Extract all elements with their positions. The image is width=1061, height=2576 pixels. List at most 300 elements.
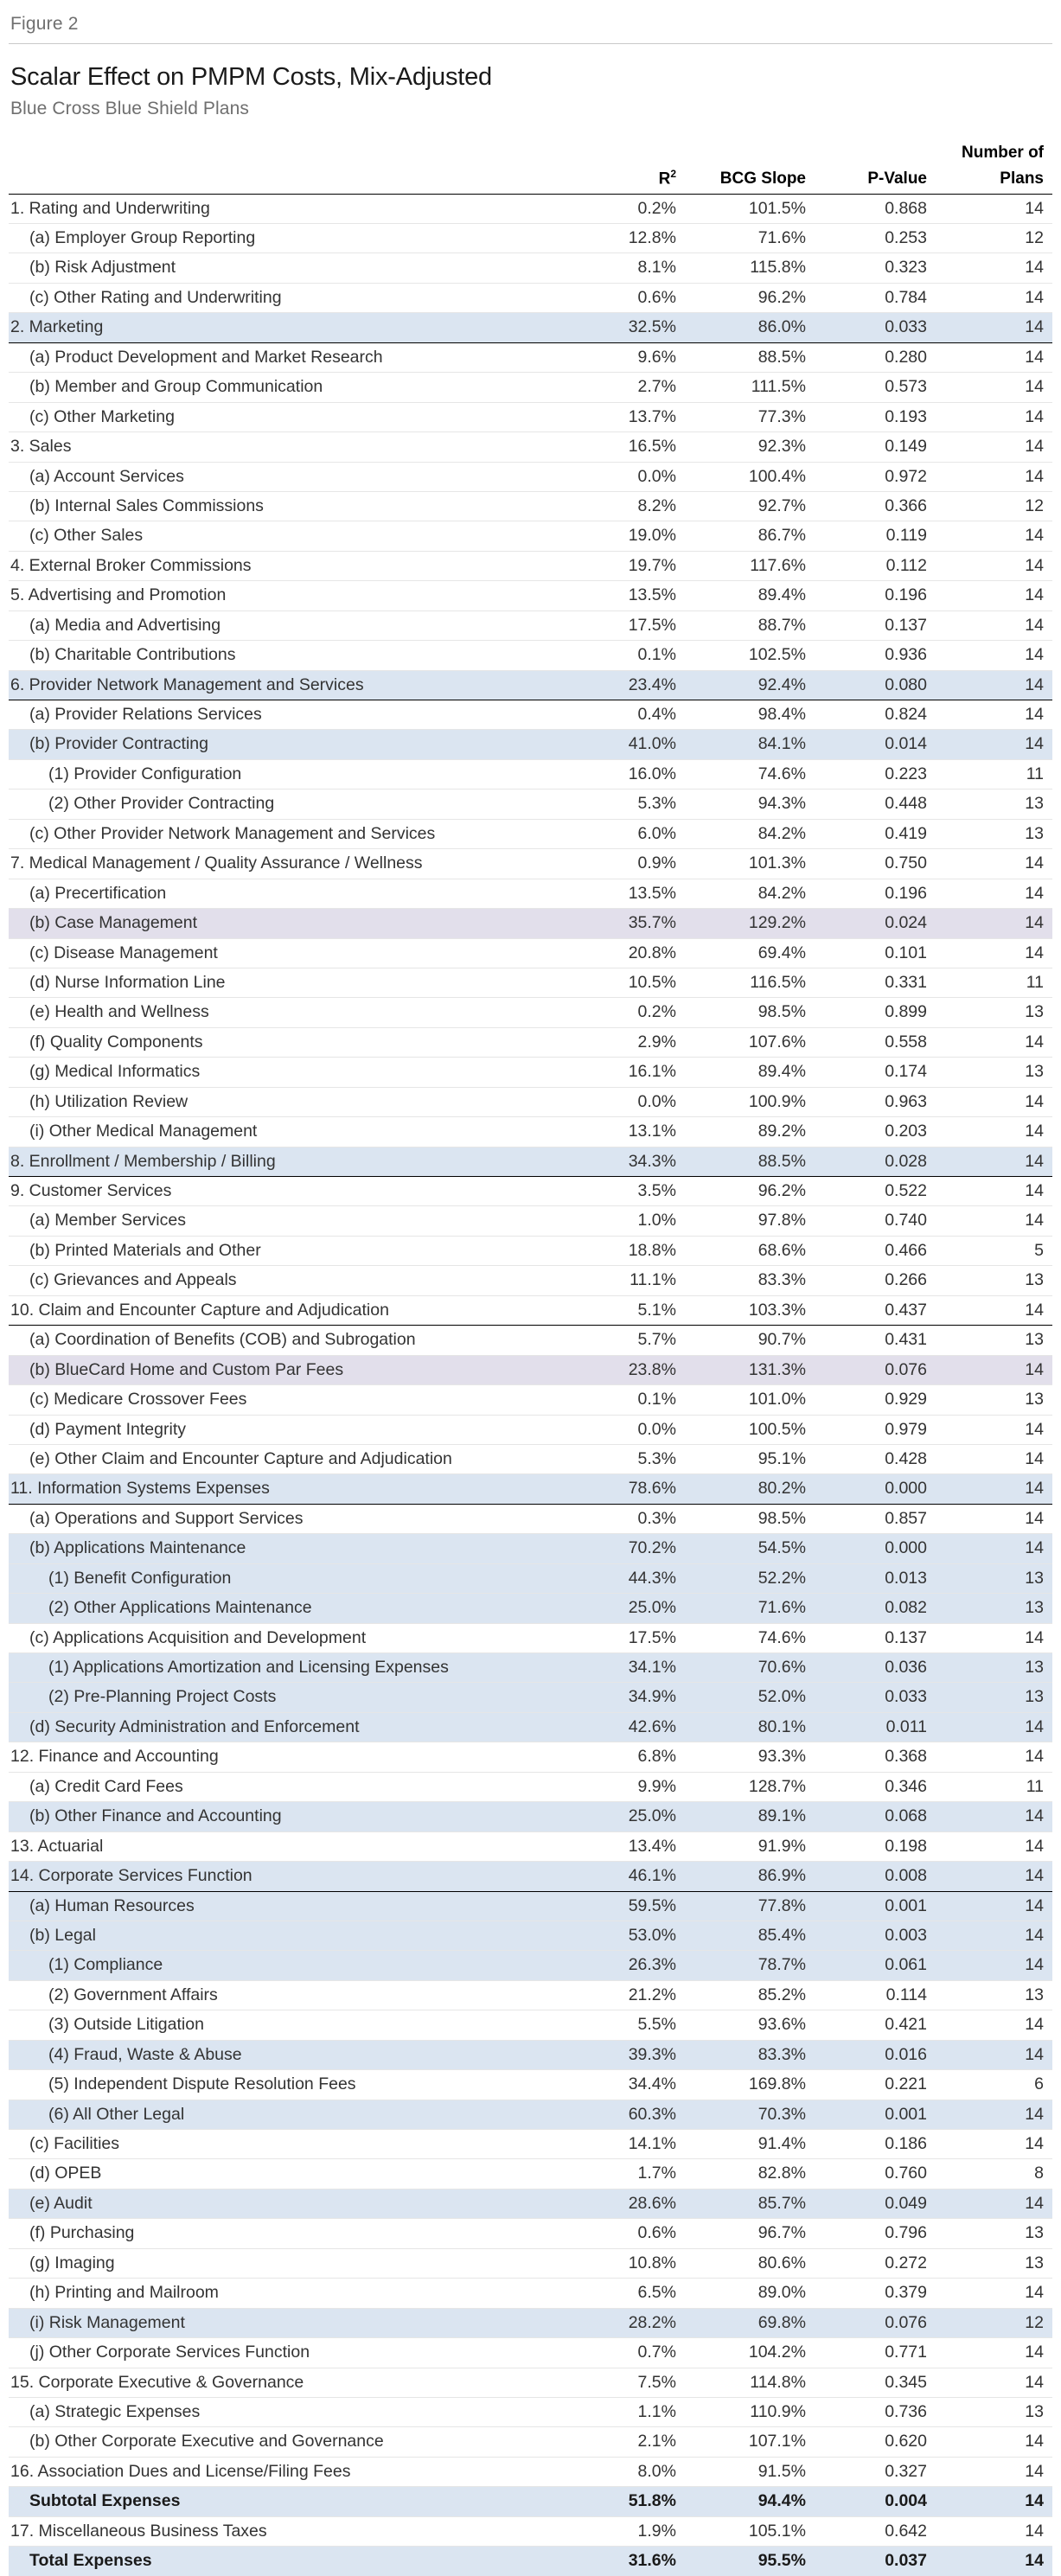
table-row <box>9 1802 1052 1831</box>
row-label: (b) Applications Maintenance <box>9 1534 579 1563</box>
row-r-squared: 59.5% <box>579 1891 685 1921</box>
row-r-squared: 13.5% <box>579 879 685 908</box>
figure-subtitle: Blue Cross Blue Shield Plans <box>10 99 249 119</box>
row-p-value: 0.421 <box>815 2010 936 2040</box>
row-bcg-slope: 131.3% <box>685 1355 815 1384</box>
row-r-squared: 16.1% <box>579 1058 685 1087</box>
table-row <box>9 1772 1052 1801</box>
row-label: Subtotal Expenses <box>9 2487 579 2516</box>
row-bcg-slope: 98.5% <box>685 1504 815 1533</box>
row-bcg-slope: 91.4% <box>685 2130 815 2159</box>
row-r-squared: 21.2% <box>579 1980 685 2010</box>
row-r-squared: 1.0% <box>579 1206 685 1236</box>
row-label: (a) Member Services <box>9 1206 579 1236</box>
table-row <box>9 1504 1052 1533</box>
row-label: (3) Outside Litigation <box>9 2010 579 2040</box>
row-label: (c) Other Sales <box>9 521 579 551</box>
table-row <box>9 819 1052 848</box>
row-label: (b) Other Corporate Executive and Governance <box>9 2427 579 2457</box>
row-number-of-plans: 13 <box>936 2219 1052 2248</box>
table-row <box>9 1594 1052 1623</box>
table-row <box>9 2100 1052 2129</box>
table-row <box>9 2457 1052 2486</box>
row-label: (h) Printing and Mailroom <box>9 2279 579 2308</box>
row-r-squared: 23.8% <box>579 1355 685 1384</box>
row-p-value: 0.760 <box>815 2159 936 2189</box>
row-number-of-plans: 8 <box>936 2159 1052 2189</box>
row-r-squared: 11.1% <box>579 1266 685 1295</box>
row-r-squared: 5.3% <box>579 789 685 819</box>
row-number-of-plans: 13 <box>936 819 1052 848</box>
row-number-of-plans: 14 <box>936 1147 1052 1176</box>
row-bcg-slope: 91.5% <box>685 2457 815 2486</box>
row-r-squared: 19.7% <box>579 551 685 580</box>
row-p-value: 0.112 <box>815 551 936 580</box>
table-row <box>9 1951 1052 1980</box>
row-p-value: 0.379 <box>815 2279 936 2308</box>
row-number-of-plans: 14 <box>936 1444 1052 1473</box>
table-row <box>9 551 1052 580</box>
row-number-of-plans: 14 <box>936 2516 1052 2546</box>
row-r-squared: 25.0% <box>579 1594 685 1623</box>
row-p-value: 0.253 <box>815 224 936 253</box>
row-label: (h) Utilization Review <box>9 1087 579 1116</box>
row-label: (2) Other Provider Contracting <box>9 789 579 819</box>
row-label: 4. External Broker Commissions <box>9 551 579 580</box>
row-p-value: 0.011 <box>815 1712 936 1742</box>
row-r-squared: 0.0% <box>579 462 685 491</box>
row-p-value: 0.346 <box>815 1772 936 1801</box>
row-p-value: 0.466 <box>815 1236 936 1265</box>
row-bcg-slope: 128.7% <box>685 1772 815 1801</box>
row-bcg-slope: 92.4% <box>685 670 815 700</box>
row-p-value: 0.558 <box>815 1027 936 1057</box>
row-r-squared: 3.5% <box>579 1177 685 1206</box>
row-label: (b) BlueCard Home and Custom Par Fees <box>9 1355 579 1384</box>
row-number-of-plans: 14 <box>936 2427 1052 2457</box>
row-number-of-plans: 14 <box>936 373 1052 402</box>
table-body <box>9 194 1052 2576</box>
row-bcg-slope: 101.5% <box>685 194 815 223</box>
row-r-squared: 10.8% <box>579 2248 685 2278</box>
row-bcg-slope: 89.4% <box>685 581 815 610</box>
table-row <box>9 670 1052 700</box>
table-row <box>9 1058 1052 1087</box>
row-label: (b) Printed Materials and Other <box>9 1236 579 1265</box>
row-label: (c) Applications Acquisition and Development <box>9 1623 579 1652</box>
row-bcg-slope: 100.4% <box>685 462 815 491</box>
row-r-squared: 0.7% <box>579 2338 685 2368</box>
row-p-value: 0.000 <box>815 1474 936 1504</box>
row-number-of-plans: 14 <box>936 581 1052 610</box>
table-row <box>9 1683 1052 1712</box>
row-label: 5. Advertising and Promotion <box>9 581 579 610</box>
row-number-of-plans: 14 <box>936 2279 1052 2308</box>
row-bcg-slope: 85.7% <box>685 2189 815 2218</box>
table-row <box>9 313 1052 342</box>
row-p-value: 0.028 <box>815 1147 936 1176</box>
row-bcg-slope: 84.2% <box>685 879 815 908</box>
row-number-of-plans: 12 <box>936 491 1052 521</box>
table-row <box>9 1326 1052 1355</box>
row-number-of-plans: 14 <box>936 194 1052 223</box>
header-spacer <box>9 144 579 167</box>
row-p-value: 0.193 <box>815 402 936 431</box>
row-number-of-plans: 13 <box>936 1683 1052 1712</box>
row-number-of-plans: 14 <box>936 551 1052 580</box>
row-p-value: 0.076 <box>815 2308 936 2337</box>
row-bcg-slope: 107.1% <box>685 2427 815 2457</box>
table-row <box>9 1623 1052 1652</box>
row-number-of-plans: 14 <box>936 1802 1052 1831</box>
row-r-squared: 34.9% <box>579 1683 685 1712</box>
row-p-value: 0.972 <box>815 462 936 491</box>
row-label: (c) Other Provider Network Management and Services <box>9 819 579 848</box>
table-row <box>9 2338 1052 2368</box>
row-r-squared: 9.9% <box>579 1772 685 1801</box>
table-row <box>9 283 1052 312</box>
row-r-squared: 18.8% <box>579 1236 685 1265</box>
row-r-squared: 78.6% <box>579 1474 685 1504</box>
row-label: 13. Actuarial <box>9 1831 579 1861</box>
row-label: (f) Purchasing <box>9 2219 579 2248</box>
header-spacer-pvalue <box>815 144 936 167</box>
table-row <box>9 2368 1052 2397</box>
row-r-squared: 5.5% <box>579 2010 685 2040</box>
row-r-squared: 0.3% <box>579 1504 685 1533</box>
row-number-of-plans: 13 <box>936 2248 1052 2278</box>
row-bcg-slope: 77.8% <box>685 1891 815 1921</box>
row-r-squared: 39.3% <box>579 2040 685 2069</box>
table-row <box>9 432 1052 462</box>
row-label: (a) Human Resources <box>9 1891 579 1921</box>
table-row <box>9 2308 1052 2337</box>
row-bcg-slope: 88.7% <box>685 610 815 640</box>
table-row <box>9 909 1052 938</box>
table-row <box>9 462 1052 491</box>
row-label: (a) Coordination of Benefits (COB) and Subrogation <box>9 1326 579 1355</box>
row-number-of-plans: 14 <box>936 2368 1052 2397</box>
table-row <box>9 2189 1052 2218</box>
row-number-of-plans: 14 <box>936 1862 1052 1891</box>
table-row <box>9 1117 1052 1147</box>
row-label: (a) Provider Relations Services <box>9 700 579 730</box>
row-p-value: 0.936 <box>815 641 936 670</box>
row-r-squared: 23.4% <box>579 670 685 700</box>
row-p-value: 0.437 <box>815 1295 936 1325</box>
row-label: (a) Product Development and Market Research <box>9 342 579 372</box>
row-label: 15. Corporate Executive & Governance <box>9 2368 579 2397</box>
row-r-squared: 14.1% <box>579 2130 685 2159</box>
row-bcg-slope: 114.8% <box>685 2368 815 2397</box>
row-p-value: 0.428 <box>815 1444 936 1473</box>
header-number-of-plans-line1 <box>936 144 1052 167</box>
row-number-of-plans: 14 <box>936 670 1052 700</box>
figure-title-block <box>9 44 1052 123</box>
row-p-value: 0.345 <box>815 2368 936 2397</box>
row-number-of-plans: 14 <box>936 2010 1052 2040</box>
table-row <box>9 491 1052 521</box>
row-number-of-plans: 14 <box>936 253 1052 283</box>
row-p-value: 0.024 <box>815 909 936 938</box>
row-p-value: 0.784 <box>815 283 936 312</box>
table-row <box>9 1742 1052 1772</box>
row-r-squared: 7.5% <box>579 2368 685 2397</box>
row-bcg-slope: 84.1% <box>685 730 815 759</box>
row-label: (b) Risk Adjustment <box>9 253 579 283</box>
row-number-of-plans: 14 <box>936 1474 1052 1504</box>
scalar-effect-table <box>9 144 1052 2575</box>
row-r-squared: 8.2% <box>579 491 685 521</box>
row-bcg-slope: 93.3% <box>685 1742 815 1772</box>
row-p-value: 0.327 <box>815 2457 936 2486</box>
table-row <box>9 641 1052 670</box>
row-number-of-plans: 14 <box>936 1415 1052 1444</box>
row-number-of-plans: 14 <box>936 849 1052 879</box>
table-row <box>9 1980 1052 2010</box>
row-bcg-slope: 95.1% <box>685 1444 815 1473</box>
row-p-value: 0.221 <box>815 2070 936 2100</box>
row-bcg-slope: 88.5% <box>685 342 815 372</box>
row-r-squared: 13.4% <box>579 1831 685 1861</box>
row-r-squared: 42.6% <box>579 1712 685 1742</box>
row-number-of-plans: 14 <box>936 342 1052 372</box>
row-bcg-slope: 115.8% <box>685 253 815 283</box>
row-number-of-plans: 14 <box>936 1295 1052 1325</box>
table-row <box>9 1444 1052 1473</box>
row-bcg-slope: 92.3% <box>685 432 815 462</box>
row-label: (1) Provider Configuration <box>9 759 579 789</box>
header-r-squared <box>579 168 685 194</box>
row-p-value: 0.082 <box>815 1594 936 1623</box>
row-bcg-slope: 88.5% <box>685 1147 815 1176</box>
row-p-value: 0.000 <box>815 1534 936 1563</box>
row-r-squared: 51.8% <box>579 2487 685 2516</box>
row-r-squared: 13.5% <box>579 581 685 610</box>
row-r-squared: 34.1% <box>579 1653 685 1683</box>
row-p-value: 0.049 <box>815 2189 936 2218</box>
row-label: 10. Claim and Encounter Capture and Adjudication <box>9 1295 579 1325</box>
row-r-squared: 5.1% <box>579 1295 685 1325</box>
row-r-squared: 5.3% <box>579 1444 685 1473</box>
row-p-value: 0.033 <box>815 313 936 342</box>
row-number-of-plans: 14 <box>936 1712 1052 1742</box>
row-r-squared: 6.8% <box>579 1742 685 1772</box>
row-bcg-slope: 70.3% <box>685 2100 815 2129</box>
row-label: (1) Compliance <box>9 1951 579 1980</box>
table-row <box>9 2219 1052 2248</box>
row-p-value: 0.061 <box>815 1951 936 1980</box>
row-number-of-plans: 14 <box>936 2100 1052 2129</box>
row-label: 7. Medical Management / Quality Assurance / Wellness <box>9 849 579 879</box>
row-number-of-plans: 14 <box>936 641 1052 670</box>
row-number-of-plans: 14 <box>936 1504 1052 1533</box>
row-p-value: 0.001 <box>815 2100 936 2129</box>
row-r-squared: 32.5% <box>579 313 685 342</box>
row-number-of-plans: 11 <box>936 1772 1052 1801</box>
row-bcg-slope: 52.2% <box>685 1563 815 1593</box>
row-number-of-plans: 13 <box>936 1266 1052 1295</box>
row-r-squared: 2.7% <box>579 373 685 402</box>
row-bcg-slope: 98.4% <box>685 700 815 730</box>
row-r-squared: 6.5% <box>579 2279 685 2308</box>
table-row <box>9 1236 1052 1265</box>
table-row <box>9 968 1052 997</box>
row-bcg-slope: 85.2% <box>685 1980 815 2010</box>
row-p-value: 0.899 <box>815 998 936 1027</box>
row-number-of-plans: 14 <box>936 1891 1052 1921</box>
row-bcg-slope: 96.7% <box>685 2219 815 2248</box>
row-label: Total Expenses <box>9 2547 579 2576</box>
row-bcg-slope: 80.6% <box>685 2248 815 2278</box>
row-label: (b) Provider Contracting <box>9 730 579 759</box>
row-r-squared: 8.1% <box>579 253 685 283</box>
row-label: (i) Risk Management <box>9 2308 579 2337</box>
row-r-squared: 44.3% <box>579 1563 685 1593</box>
row-number-of-plans: 14 <box>936 938 1052 968</box>
row-number-of-plans: 14 <box>936 700 1052 730</box>
row-bcg-slope: 103.3% <box>685 1295 815 1325</box>
row-label: (f) Quality Components <box>9 1027 579 1057</box>
row-p-value: 0.771 <box>815 2338 936 2368</box>
row-label: (b) Case Management <box>9 909 579 938</box>
row-number-of-plans: 11 <box>936 759 1052 789</box>
row-number-of-plans: 14 <box>936 1087 1052 1116</box>
row-r-squared: 12.8% <box>579 224 685 253</box>
row-bcg-slope: 74.6% <box>685 1623 815 1652</box>
row-bcg-slope: 80.1% <box>685 1712 815 1742</box>
row-bcg-slope: 82.8% <box>685 2159 815 2189</box>
row-r-squared: 1.9% <box>579 2516 685 2546</box>
row-p-value: 0.796 <box>815 2219 936 2248</box>
row-p-value: 0.448 <box>815 789 936 819</box>
row-label: (e) Audit <box>9 2189 579 2218</box>
table-row <box>9 2279 1052 2308</box>
table-row <box>9 1177 1052 1206</box>
row-p-value: 0.736 <box>815 2397 936 2426</box>
row-label: (b) Member and Group Communication <box>9 373 579 402</box>
row-bcg-slope: 105.1% <box>685 2516 815 2546</box>
row-r-squared: 0.2% <box>579 998 685 1027</box>
table-row <box>9 1355 1052 1384</box>
table-header <box>9 144 1052 194</box>
row-r-squared: 6.0% <box>579 819 685 848</box>
row-p-value: 0.119 <box>815 521 936 551</box>
row-label: (2) Other Applications Maintenance <box>9 1594 579 1623</box>
row-label: (g) Imaging <box>9 2248 579 2278</box>
row-p-value: 0.036 <box>815 1653 936 1683</box>
row-label: (a) Precertification <box>9 879 579 908</box>
row-r-squared: 0.0% <box>579 1087 685 1116</box>
row-p-value: 0.014 <box>815 730 936 759</box>
row-number-of-plans: 13 <box>936 1563 1052 1593</box>
row-p-value: 0.929 <box>815 1385 936 1415</box>
row-bcg-slope: 102.5% <box>685 641 815 670</box>
table-row <box>9 1027 1052 1057</box>
row-r-squared: 1.1% <box>579 2397 685 2426</box>
row-bcg-slope: 90.7% <box>685 1326 815 1355</box>
header-spacer-slope <box>685 144 815 167</box>
row-label: 16. Association Dues and License/Filing Fees <box>9 2457 579 2486</box>
row-r-squared: 28.2% <box>579 2308 685 2337</box>
row-bcg-slope: 71.6% <box>685 1594 815 1623</box>
row-number-of-plans: 6 <box>936 2070 1052 2100</box>
row-r-squared: 2.9% <box>579 1027 685 1057</box>
row-bcg-slope: 169.8% <box>685 2070 815 2100</box>
row-p-value: 0.366 <box>815 491 936 521</box>
table-row <box>9 2397 1052 2426</box>
row-r-squared: 0.6% <box>579 2219 685 2248</box>
table-row <box>9 730 1052 759</box>
row-bcg-slope: 93.6% <box>685 2010 815 2040</box>
row-label: (4) Fraud, Waste & Abuse <box>9 2040 579 2069</box>
row-bcg-slope: 68.6% <box>685 1236 815 1265</box>
row-number-of-plans: 14 <box>936 1117 1052 1147</box>
row-r-squared: 17.5% <box>579 1623 685 1652</box>
table-row <box>9 1563 1052 1593</box>
row-label: 11. Information Systems Expenses <box>9 1474 579 1504</box>
table-row <box>9 1712 1052 1742</box>
table-row <box>9 1653 1052 1683</box>
row-p-value: 0.137 <box>815 610 936 640</box>
table-row <box>9 1415 1052 1444</box>
row-label: 3. Sales <box>9 432 579 462</box>
row-label: (2) Pre-Planning Project Costs <box>9 1683 579 1712</box>
row-label: (e) Health and Wellness <box>9 998 579 1027</box>
row-r-squared: 16.0% <box>579 759 685 789</box>
table-row <box>9 1295 1052 1325</box>
row-number-of-plans: 5 <box>936 1236 1052 1265</box>
table-row <box>9 610 1052 640</box>
header-r-squared-label: R <box>658 169 671 189</box>
header-spacer-r2 <box>579 144 685 167</box>
row-bcg-slope: 83.3% <box>685 1266 815 1295</box>
row-p-value: 0.857 <box>815 1504 936 1533</box>
row-label: (d) Nurse Information Line <box>9 968 579 997</box>
row-number-of-plans: 14 <box>936 1355 1052 1384</box>
row-number-of-plans: 14 <box>936 432 1052 462</box>
row-number-of-plans: 11 <box>936 968 1052 997</box>
table-row <box>9 2248 1052 2278</box>
header-plans: Plans <box>936 168 1052 194</box>
table-row <box>9 402 1052 431</box>
row-bcg-slope: 89.1% <box>685 1802 815 1831</box>
row-number-of-plans: 14 <box>936 1027 1052 1057</box>
table-header-toprow <box>9 144 1052 167</box>
row-bcg-slope: 70.6% <box>685 1653 815 1683</box>
row-bcg-slope: 85.4% <box>685 1921 815 1950</box>
row-r-squared: 5.7% <box>579 1326 685 1355</box>
row-bcg-slope: 80.2% <box>685 1474 815 1504</box>
row-bcg-slope: 96.2% <box>685 283 815 312</box>
row-bcg-slope: 94.4% <box>685 2487 815 2516</box>
row-p-value: 0.016 <box>815 2040 936 2069</box>
row-label: (c) Other Marketing <box>9 402 579 431</box>
row-label: (j) Other Corporate Services Function <box>9 2338 579 2368</box>
row-bcg-slope: 97.8% <box>685 1206 815 1236</box>
row-number-of-plans: 14 <box>936 2189 1052 2218</box>
row-label: (b) Internal Sales Commissions <box>9 491 579 521</box>
row-bcg-slope: 89.4% <box>685 1058 815 1087</box>
row-p-value: 0.963 <box>815 1087 936 1116</box>
row-p-value: 0.196 <box>815 581 936 610</box>
figure-label: Figure 2 <box>10 14 79 34</box>
row-p-value: 0.186 <box>815 2130 936 2159</box>
row-number-of-plans: 14 <box>936 2040 1052 2069</box>
row-bcg-slope: 69.4% <box>685 938 815 968</box>
row-r-squared: 34.4% <box>579 2070 685 2100</box>
row-number-of-plans: 14 <box>936 283 1052 312</box>
